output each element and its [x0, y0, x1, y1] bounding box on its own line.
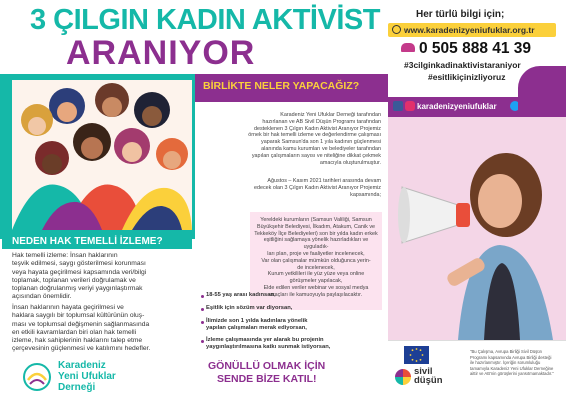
eu-flag-icon — [404, 346, 429, 364]
cta-line-1: GÖNÜLLÜ OLMAK İÇİN — [208, 360, 326, 372]
phone-icon — [401, 43, 415, 52]
hashtag-1: #3cilginkadinaktivistaraniyor — [404, 60, 521, 70]
website-bar[interactable] — [388, 23, 556, 37]
center-paragraph-1: Karadeniz Yeni Ufuklar Derneği tarafından hazırlanan ve AB Sivil Düşün Programı tarafından desteklenen 3 Çılgın Kadın Aktivist Aranıyor Projemiz örnek bir hak temelli izleme ve değerlendirme çalışması yaparak Samsun'da son 1 yıla kadının güçlenmesi alanında kamu kurumları ve belediyeler tarafından yapılan çalışmaların sayısı ve niteliğine dikkat çekmek amacıyla oluşturulmuştur. — [248, 112, 381, 166]
sivil-dusun-logo-icon — [395, 369, 411, 385]
globe-icon — [392, 25, 401, 34]
bullet-2: Eşitlik için sözüm var diyorsan, — [206, 305, 293, 311]
hashtag-2: #esitlikiçinizliyoruz — [428, 72, 506, 82]
bullet-1: 18-55 yaş arası kadınsan, — [206, 292, 276, 298]
eu-disclaimer: "Bu Çalışma, Avrupa Birliği Sivil Düşün Programı kapsamında Avrupa Birliği desteği ile hazırlanmıştır. İçeriğin sorumluluğu tamamıyla Karadeniz Yeni Ufuklar Derneğine aittir ve AB'nin görüşlerini yansıtmamaktadır." — [470, 349, 554, 376]
bullet-3: İlimizde son 1 yılda kadınlara yönelik yapılan çalışmaları merak ediyorsan, — [206, 318, 308, 331]
left-paragraph-2: İnsan haklarının hayata geçirilmesi ve haklara saygılı bir toplumsal kültürünün oluş- ması ve toplumsal değişmenin sağlanmasında en etkili kavramlardan biri olan hak temelli izleme, hak sahiplerinin haklarını talep etme çerçevesinin güçlenmesi ve katılımını hedefler. — [12, 304, 151, 353]
activities-text: Yereldeki kurumların (Samsun Valiliği, Samsun Büyükşehir Belediyesi, İlkadım, Atakum, Canik ve Tekkeköy İlçe Belediyeleri) son bir yılda kadın erkek eşitliğini sağlamaya yönelik hazırladıkları ve uyguladık- ları plan, proje ve faaliyetler incelenecek, Var olan çalışmalar mümkün olduğunca yerin- de incelenecek, Kurum yetkilileri ile yüz yüze veya online görüşmeler yapılacak, Elde edilen veriler webinar ve sosyal medya araçları ile kamuoyuyla paylaşılacaktır. — [254, 217, 378, 298]
bullet-dot — [201, 340, 204, 343]
facebook-icon — [393, 101, 403, 111]
footer-divider — [388, 340, 566, 341]
social-link[interactable] — [393, 101, 497, 111]
instagram-icon — [405, 101, 415, 111]
bullet-dot — [201, 295, 204, 298]
left-heading: NEDEN HAK TEMELLİ İZLEME? — [12, 236, 163, 247]
title-line-2: ARANIYOR — [66, 34, 256, 72]
center-paragraph-2: Ağustos – Kasım 2021 tarihleri arasında devam edecek olan 3 Çılgın Kadın Aktivist Aranıyor Projemiz kapsamında; — [253, 178, 381, 198]
bullet-4: İzleme çalışmasında yer alarak bu projenin yaygınlaştırılmasına katkı sunmak istiyorsan, — [206, 337, 331, 350]
women-illustration — [12, 80, 192, 230]
organization-name: Karadeniz Yeni Ufuklar Derneği — [58, 360, 116, 393]
sivil-dusun-logo-text: sivil düşün — [414, 366, 443, 386]
phone-text: 0 505 888 41 39 — [419, 40, 532, 57]
social-handle: karadenizyeniufuklar — [417, 102, 497, 111]
center-heading: BİRLİKTE NELER YAPACAĞIZ? — [203, 80, 360, 92]
bullet-dot — [201, 321, 204, 324]
phone-number[interactable] — [401, 40, 531, 58]
contact-heading: Her türlü bilgi için; — [416, 9, 505, 20]
cta-line-2: SENDE BİZE KATIL! — [217, 373, 317, 385]
title-line-1: 3 ÇILGIN KADIN AKTİVİST — [30, 4, 380, 36]
kayuder-logo-icon — [22, 362, 52, 392]
website-url[interactable]: www.karadenizyeniufuklar.org.tr — [404, 25, 535, 35]
bullet-dot — [201, 308, 204, 311]
woman-megaphone-photo — [388, 117, 566, 340]
left-paragraph-1: Hak temelli izleme: İnsan haklarının teşvik edilmesi, saygı gösterilmesi korunması veya hayata geçirilmesi kapsamında veri/bilgi toplamak, toplanan verileri doğrulamak ve toplanan doğrulanmış veriyi yaygınlaştırmak açısından önemlidir. — [12, 252, 147, 301]
